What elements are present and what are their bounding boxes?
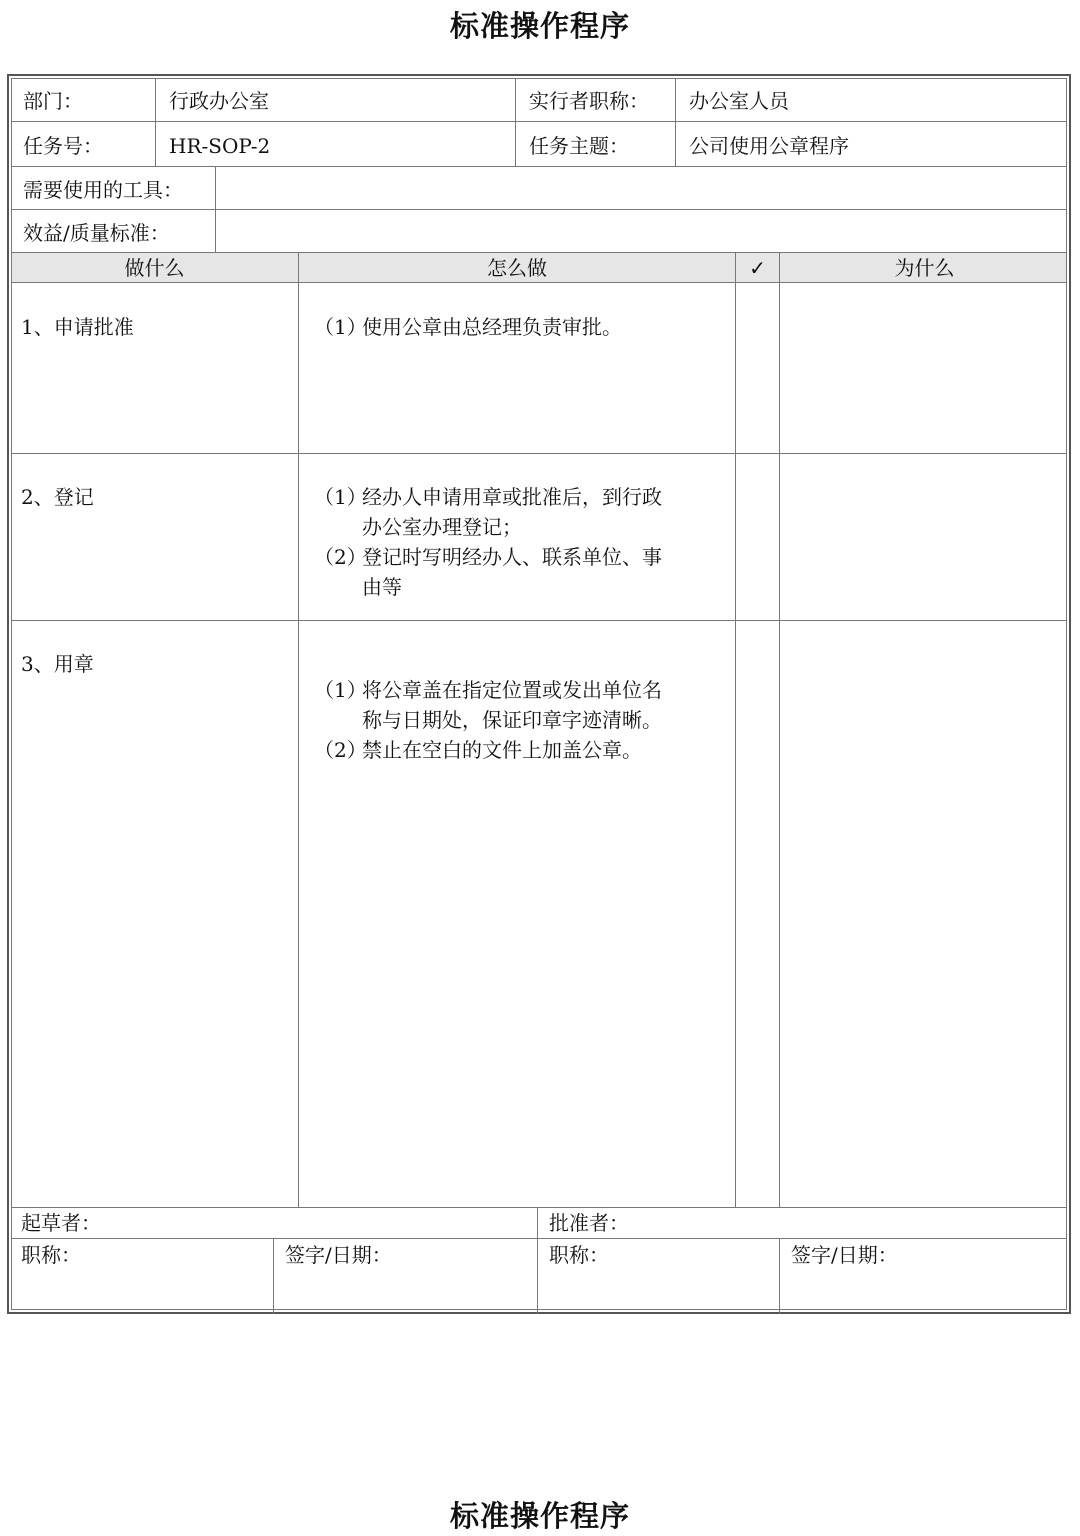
approver-sign-label: 签字/日期： [791,1243,898,1267]
step-how-item [314,542,732,572]
task-topic-label: 任务主题： [529,134,629,158]
step-how-number: （1） [314,485,367,509]
step-how-number: （1） [314,678,367,702]
step-how-continuation [314,512,732,542]
step-how-number: （1） [314,315,367,339]
step-how-continuation [314,705,732,735]
performer-value: 办公室人员 [689,89,789,113]
column-header-how: 怎么做 [487,256,547,280]
vrule-signoff-right [779,1238,780,1314]
task-no-label: 任务号： [23,134,103,158]
column-header-check: ✓ [749,256,766,280]
column-header-what: 做什么 [124,256,185,280]
standard-label: 效益/质量标准： [23,221,170,245]
task-no-value: HR-SOP-2 [169,134,271,158]
step-how-list-1 [314,312,732,342]
rule-signoff [11,1238,1067,1239]
vrule-signoff-mid [537,1207,538,1314]
step-how-list-2 [314,482,732,602]
step-how-text: 由等 [362,575,402,599]
sop-form [7,74,1071,1314]
next-page-title: 标准操作程序 [449,1499,630,1533]
rule-row1 [11,121,1067,122]
vrule-signoff-left [273,1238,274,1314]
step-how-number: （2） [314,545,367,569]
step-how-item [314,675,732,705]
page-title: 标准操作程序 [449,9,630,43]
step-how-text: 使用公章由总经理负责审批。 [362,315,622,339]
step-how-text: 办公室办理登记； [362,515,522,539]
task-topic-value: 公司使用公章程序 [689,134,849,158]
rule-header [11,282,1067,283]
step-how-text: 登记时写明经办人、联系单位、事 [362,545,662,569]
rule-row3 [11,209,1067,210]
step-how-list-3 [314,675,732,765]
step-how-text: 称与日期处，保证印章字迹清晰。 [362,708,662,732]
step-how-item [314,482,732,512]
tools-label: 需要使用的工具： [23,178,183,202]
rule-step2 [11,620,1067,621]
dept-value: 行政办公室 [169,89,269,113]
column-header-why: 为什么 [894,256,955,280]
vrule-info-3 [675,78,676,166]
approver-label: 批准者： [549,1211,629,1235]
performer-label: 实行者职称： [529,89,649,113]
drafter-label: 起草者： [21,1211,101,1235]
step-how-number: （2） [314,738,367,762]
step-how-item [314,735,732,765]
approver-title-label: 职称： [549,1243,609,1267]
step-how-text: 将公章盖在指定位置或发出单位名 [362,678,662,702]
drafter-title-label: 职称： [21,1243,81,1267]
vrule-tools [215,166,216,252]
vrule-info-2 [515,78,516,166]
step-what-1: 1、申请批准 [21,315,134,339]
step-how-continuation [314,572,732,602]
step-what-3: 3、用章 [21,652,94,676]
vrule-steps-1 [298,252,299,1207]
dept-label: 部门： [23,89,83,113]
step-how-item [314,312,732,342]
vrule-info-1 [155,78,156,166]
vrule-steps-2 [735,252,736,1207]
step-what-2: 2、登记 [21,485,94,509]
rule-step1 [11,453,1067,454]
step-how-text: 禁止在空白的文件上加盖公章。 [362,738,642,762]
drafter-sign-label: 签字/日期： [285,1243,392,1267]
rule-row2 [11,166,1067,167]
rule-step3 [11,1207,1067,1208]
step-how-text: 经办人申请用章或批准后，到行政 [362,485,662,509]
vrule-steps-3 [779,252,780,1207]
